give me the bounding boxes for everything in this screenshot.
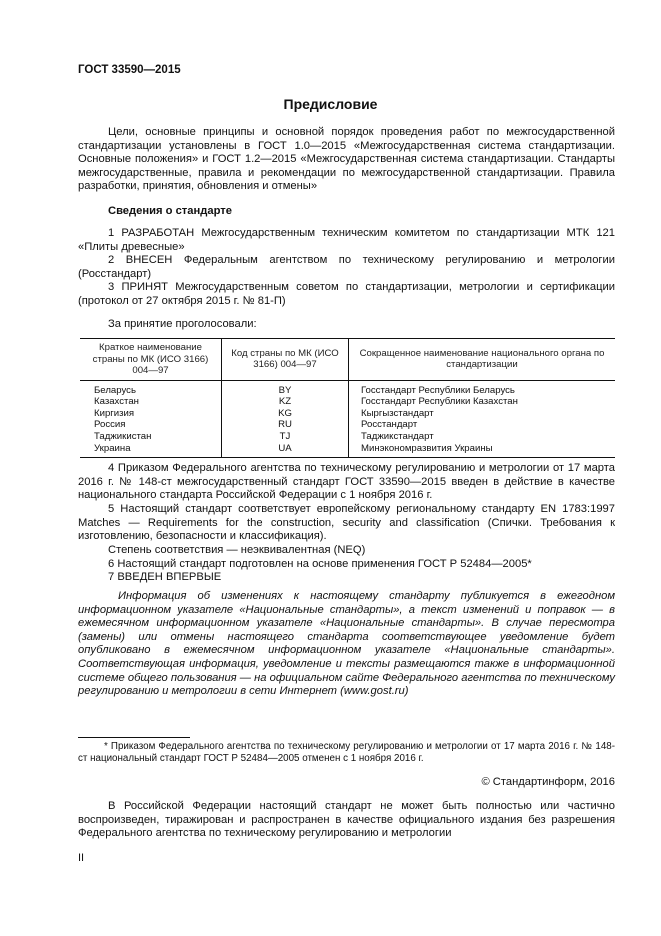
body-cell: Росстандарт xyxy=(361,419,418,431)
section-heading: Сведения о стандарте xyxy=(108,205,232,217)
table-header-row xyxy=(80,339,615,381)
footnote: * Приказом Федерального агентства по техническому регулированию и метрологии от 17 марта 2016 г. № 148-ст национальный стандарт ГОСТ Р 52484—2005 отменен с 1 ноября 2016 г. xyxy=(78,741,615,764)
vote-label: За принятие проголосовали: xyxy=(108,318,257,330)
copyright: © Стандартинформ, 2016 xyxy=(481,776,615,788)
vote-table xyxy=(80,338,615,458)
code-cell: KG xyxy=(222,408,349,420)
item-1: 1 РАЗРАБОТАН Межгосударственным техническим комитетом по стандартизации МТК 121 «Плиты древесные» xyxy=(78,227,615,253)
country-cell: Киргизия xyxy=(80,408,222,420)
body-cell: Таджикстандарт xyxy=(361,430,434,442)
country-cell: Казахстан xyxy=(80,396,222,408)
body-cell: Госстандарт Республики Беларусь xyxy=(361,384,515,396)
page-number: II xyxy=(78,852,85,864)
document-code: ГОСТ 33590—2015 xyxy=(78,64,181,76)
code-cell: BY xyxy=(222,380,349,396)
reproduction-notice: В Российской Федерации настоящий стандарт не может быть полностью или частично воспроизведен, тиражирован и распространен в качестве официального издания без разрешения Федерального агентства по техническому регулированию и метрологии xyxy=(78,800,615,840)
column-header-country: Краткое наименование страны по МК (ИСО 3166) 004—97 xyxy=(80,339,222,381)
country-cell: Таджикистан xyxy=(80,431,222,443)
body-cell: Кыргызстандарт xyxy=(361,407,434,419)
code-cell: RU xyxy=(222,419,349,431)
item-7: 7 ВВЕДЕН ВПЕРВЫЕ xyxy=(108,571,222,583)
table-row xyxy=(80,380,615,396)
code-cell: KZ xyxy=(222,396,349,408)
country-cell: Украина xyxy=(80,442,222,457)
table-row xyxy=(80,419,615,431)
conformity-degree: Степень соответствия — неэквивалентная (NEQ) xyxy=(108,544,366,556)
code-cell: UA xyxy=(222,442,349,457)
table-row xyxy=(80,442,615,457)
item-3: 3 ПРИНЯТ Межгосударственным советом по стандартизации, метрологии и сертификации (протокол от 27 октября 2015 г. № 81-П) xyxy=(78,281,615,307)
column-header-code: Код страны по МК (ИСО 3166) 004—97 xyxy=(222,339,349,381)
table-row xyxy=(80,408,615,420)
item-2: 2 ВНЕСЕН Федеральным агентством по техническому регулированию и метрологии (Росстандарт) xyxy=(78,254,615,280)
country-cell: Россия xyxy=(80,419,222,431)
body-cell: Минэкономразвития Украины xyxy=(349,442,616,457)
page-title: Предисловие xyxy=(283,96,378,112)
body-cell: Госстандарт Республики Казахстан xyxy=(361,396,518,408)
table-row xyxy=(80,396,615,408)
item-4: 4 Приказом Федерального агентства по техническому регулированию и метрологии от 17 марта 2016 г. № 148-ст межгосударственный стандарт ГОСТ 33590—2015 введен в действие в качестве национального стандарта Российской Федерации с 1 ноября 2016 г. xyxy=(78,462,615,502)
intro-paragraph: Цели, основные принципы и основной порядок проведения работ по межгосударственной стандартизации установлены в ГОСТ 1.0—2015 «Межгосударственная система стандартизации. Основные положения» и ГОСТ 1.2—2015 «Межгосударственная система стандартизации. Стандарты межгосударственные, правила и рекомендации по межгосударственной стандартизации. Правила разработки, принятия, обновления и отмены» xyxy=(78,126,615,193)
changes-info-note: Информация об изменениях к настоящему стандарту публикуется в ежегодном информационном указателе «Национальные стандарты», а текст изменений и поправок — в ежемесячном информационном указателе «Национальные стандарты». В случае пересмотра (замены) или отмены настоящего стандарта соответствующее уведомление будет опубликовано в ежемесячном информационном указателе «Национальные стандарты». Соответствующая информация, уведомление и тексты размещаются также в информационной системе общего пользования — на официальном сайте Федерального агентства по техническому регулированию и метрологии в сети Интернет (www.gost.ru) xyxy=(78,590,615,698)
column-header-body: Сокращенное наименование национального органа по стандартизации xyxy=(349,339,616,381)
item-6: 6 Настоящий стандарт подготовлен на основе применения ГОСТ Р 52484—2005* xyxy=(108,558,532,570)
country-cell: Беларусь xyxy=(80,380,222,396)
footnote-divider xyxy=(78,737,190,738)
table-row xyxy=(80,431,615,443)
code-cell: TJ xyxy=(222,431,349,443)
item-5: 5 Настоящий стандарт соответствует европейскому региональному стандарту EN 1783:1997 Matches — Requirements for the construction, security and classification (Спички. Требования к изготовлению, безопасности и классификация). xyxy=(78,503,615,543)
